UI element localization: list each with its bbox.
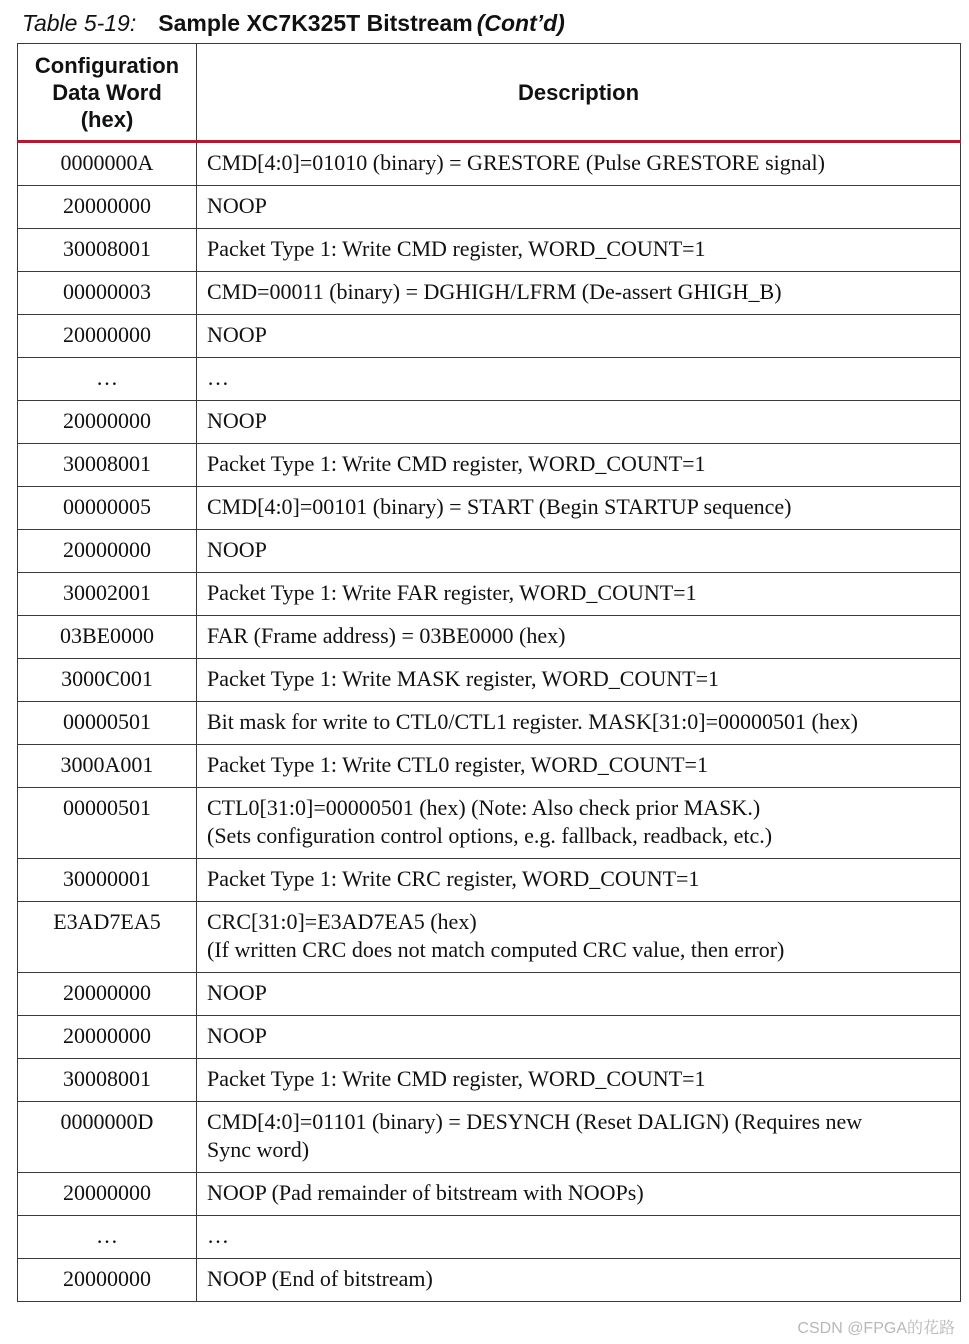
caption-suffix: (Cont’d) xyxy=(476,10,565,36)
description-cell xyxy=(197,142,961,186)
description-line: (If written CRC does not match computed CRC value, then error) xyxy=(207,937,785,962)
description-cell xyxy=(197,1259,961,1302)
description-cell xyxy=(197,401,961,444)
description-cell xyxy=(197,859,961,902)
description-line: Packet Type 1: Write CMD register, WORD_COUNT=1 xyxy=(207,236,706,261)
description-line: NOOP xyxy=(207,537,267,562)
description-cell xyxy=(197,1173,961,1216)
description-line: Sync word) xyxy=(207,1137,310,1162)
table-caption xyxy=(22,6,565,40)
table-row xyxy=(18,1016,961,1059)
config-data-word-cell: 0000000A xyxy=(18,142,197,186)
description-line: NOOP xyxy=(207,980,267,1005)
description-line: Packet Type 1: Write CRC register, WORD_COUNT=1 xyxy=(207,866,700,891)
description-line: Packet Type 1: Write FAR register, WORD_COUNT=1 xyxy=(207,580,697,605)
table-header-row xyxy=(18,44,961,142)
description-cell xyxy=(197,444,961,487)
description-cell xyxy=(197,1016,961,1059)
config-data-word-cell: 20000000 xyxy=(18,186,197,229)
table-row xyxy=(18,702,961,745)
description-line: NOOP xyxy=(207,193,267,218)
header-word-line: (hex) xyxy=(80,106,134,132)
header-config-data-word xyxy=(18,44,197,142)
description-line: NOOP (End of bitstream) xyxy=(207,1266,433,1291)
config-data-word-cell: 3000C001 xyxy=(18,659,197,702)
table-row xyxy=(18,229,961,272)
caption-label: Table 5-19: xyxy=(22,10,137,36)
description-cell xyxy=(197,358,961,401)
table-row xyxy=(18,788,961,859)
bitstream-table-container xyxy=(17,43,960,1302)
description-line: Packet Type 1: Write CTL0 register, WORD_COUNT=1 xyxy=(207,752,708,777)
description-cell xyxy=(197,788,961,859)
header-word-line: Data Word xyxy=(52,79,162,105)
config-data-word-cell: 20000000 xyxy=(18,401,197,444)
description-line: CMD[4:0]=01101 (binary) = DESYNCH (Reset DALIGN) (Requires new xyxy=(207,1109,863,1134)
table-row xyxy=(18,315,961,358)
caption-title: Sample XC7K325T Bitstream xyxy=(158,10,473,36)
table-row xyxy=(18,530,961,573)
config-data-word-cell: 20000000 xyxy=(18,530,197,573)
description-cell xyxy=(197,272,961,315)
table-row xyxy=(18,1216,961,1259)
header-word-line: Configuration xyxy=(34,52,180,78)
description-line: NOOP xyxy=(207,1023,267,1048)
table-row xyxy=(18,487,961,530)
description-line: Bit mask for write to CTL0/CTL1 register. MASK[31:0]=00000501 (hex) xyxy=(207,709,858,734)
description-line: CMD[4:0]=00101 (binary) = START (Begin STARTUP sequence) xyxy=(207,494,792,519)
table-row xyxy=(18,659,961,702)
config-data-word-cell: 30002001 xyxy=(18,573,197,616)
description-cell xyxy=(197,659,961,702)
table-row xyxy=(18,745,961,788)
description-line: Packet Type 1: Write CMD register, WORD_COUNT=1 xyxy=(207,1066,706,1091)
config-data-word-cell: 30008001 xyxy=(18,229,197,272)
config-data-word-cell: 20000000 xyxy=(18,1016,197,1059)
description-line: NOOP xyxy=(207,322,267,347)
description-line: NOOP xyxy=(207,408,267,433)
table-row xyxy=(18,401,961,444)
config-data-word-cell: 30000001 xyxy=(18,859,197,902)
description-cell xyxy=(197,1102,961,1173)
header-description: Description xyxy=(197,44,961,142)
description-cell xyxy=(197,573,961,616)
description-line: CRC[31:0]=E3AD7EA5 (hex) xyxy=(207,909,477,934)
description-line: Packet Type 1: Write MASK register, WORD_COUNT=1 xyxy=(207,666,719,691)
description-cell xyxy=(197,1059,961,1102)
config-data-word-cell: 20000000 xyxy=(18,1259,197,1302)
config-data-word-cell: 3000A001 xyxy=(18,745,197,788)
config-data-word-cell: 30008001 xyxy=(18,1059,197,1102)
description-line: CTL0[31:0]=00000501 (hex) (Note: Also check prior MASK.) xyxy=(207,795,761,820)
table-row xyxy=(18,186,961,229)
config-data-word-cell: 0000000D xyxy=(18,1102,197,1173)
description-cell xyxy=(197,186,961,229)
table-row xyxy=(18,973,961,1016)
config-data-word-cell: 20000000 xyxy=(18,1173,197,1216)
description-cell xyxy=(197,902,961,973)
config-data-word-cell: … xyxy=(18,358,197,401)
config-data-word-cell: 00000003 xyxy=(18,272,197,315)
description-line: … xyxy=(207,1223,229,1248)
table-row xyxy=(18,616,961,659)
config-data-word-cell: … xyxy=(18,1216,197,1259)
description-cell xyxy=(197,745,961,788)
table-row xyxy=(18,859,961,902)
description-cell xyxy=(197,315,961,358)
table-row xyxy=(18,1259,961,1302)
description-cell xyxy=(197,973,961,1016)
config-data-word-cell: E3AD7EA5 xyxy=(18,902,197,973)
description-cell xyxy=(197,229,961,272)
table-row xyxy=(18,444,961,487)
description-cell xyxy=(197,702,961,745)
description-line: FAR (Frame address) = 03BE0000 (hex) xyxy=(207,623,566,648)
table-row xyxy=(18,142,961,186)
bitstream-table xyxy=(17,43,961,1302)
description-cell xyxy=(197,616,961,659)
description-cell xyxy=(197,1216,961,1259)
config-data-word-cell: 30008001 xyxy=(18,444,197,487)
table-row xyxy=(18,1173,961,1216)
description-line: (Sets configuration control options, e.g. fallback, readback, etc.) xyxy=(207,823,773,848)
description-cell xyxy=(197,487,961,530)
config-data-word-cell: 03BE0000 xyxy=(18,616,197,659)
table-row xyxy=(18,272,961,315)
description-line: CMD[4:0]=01010 (binary) = GRESTORE (Pulse GRESTORE signal) xyxy=(207,150,825,175)
description-line: … xyxy=(207,365,229,390)
description-cell xyxy=(197,530,961,573)
table-body xyxy=(18,142,961,1302)
table-row xyxy=(18,1102,961,1173)
config-data-word-cell: 00000005 xyxy=(18,487,197,530)
config-data-word-cell: 20000000 xyxy=(18,315,197,358)
table-row xyxy=(18,1059,961,1102)
table-row xyxy=(18,902,961,973)
description-line: NOOP (Pad remainder of bitstream with NOOPs) xyxy=(207,1180,644,1205)
table-row xyxy=(18,573,961,616)
config-data-word-cell: 00000501 xyxy=(18,788,197,859)
table-row xyxy=(18,358,961,401)
config-data-word-cell: 20000000 xyxy=(18,973,197,1016)
description-line: CMD=00011 (binary) = DGHIGH/LFRM (De-assert GHIGH_B) xyxy=(207,279,782,304)
config-data-word-cell: 00000501 xyxy=(18,702,197,745)
watermark-text: CSDN @FPGA的花路 xyxy=(797,1320,955,1337)
description-line: Packet Type 1: Write CMD register, WORD_COUNT=1 xyxy=(207,451,706,476)
